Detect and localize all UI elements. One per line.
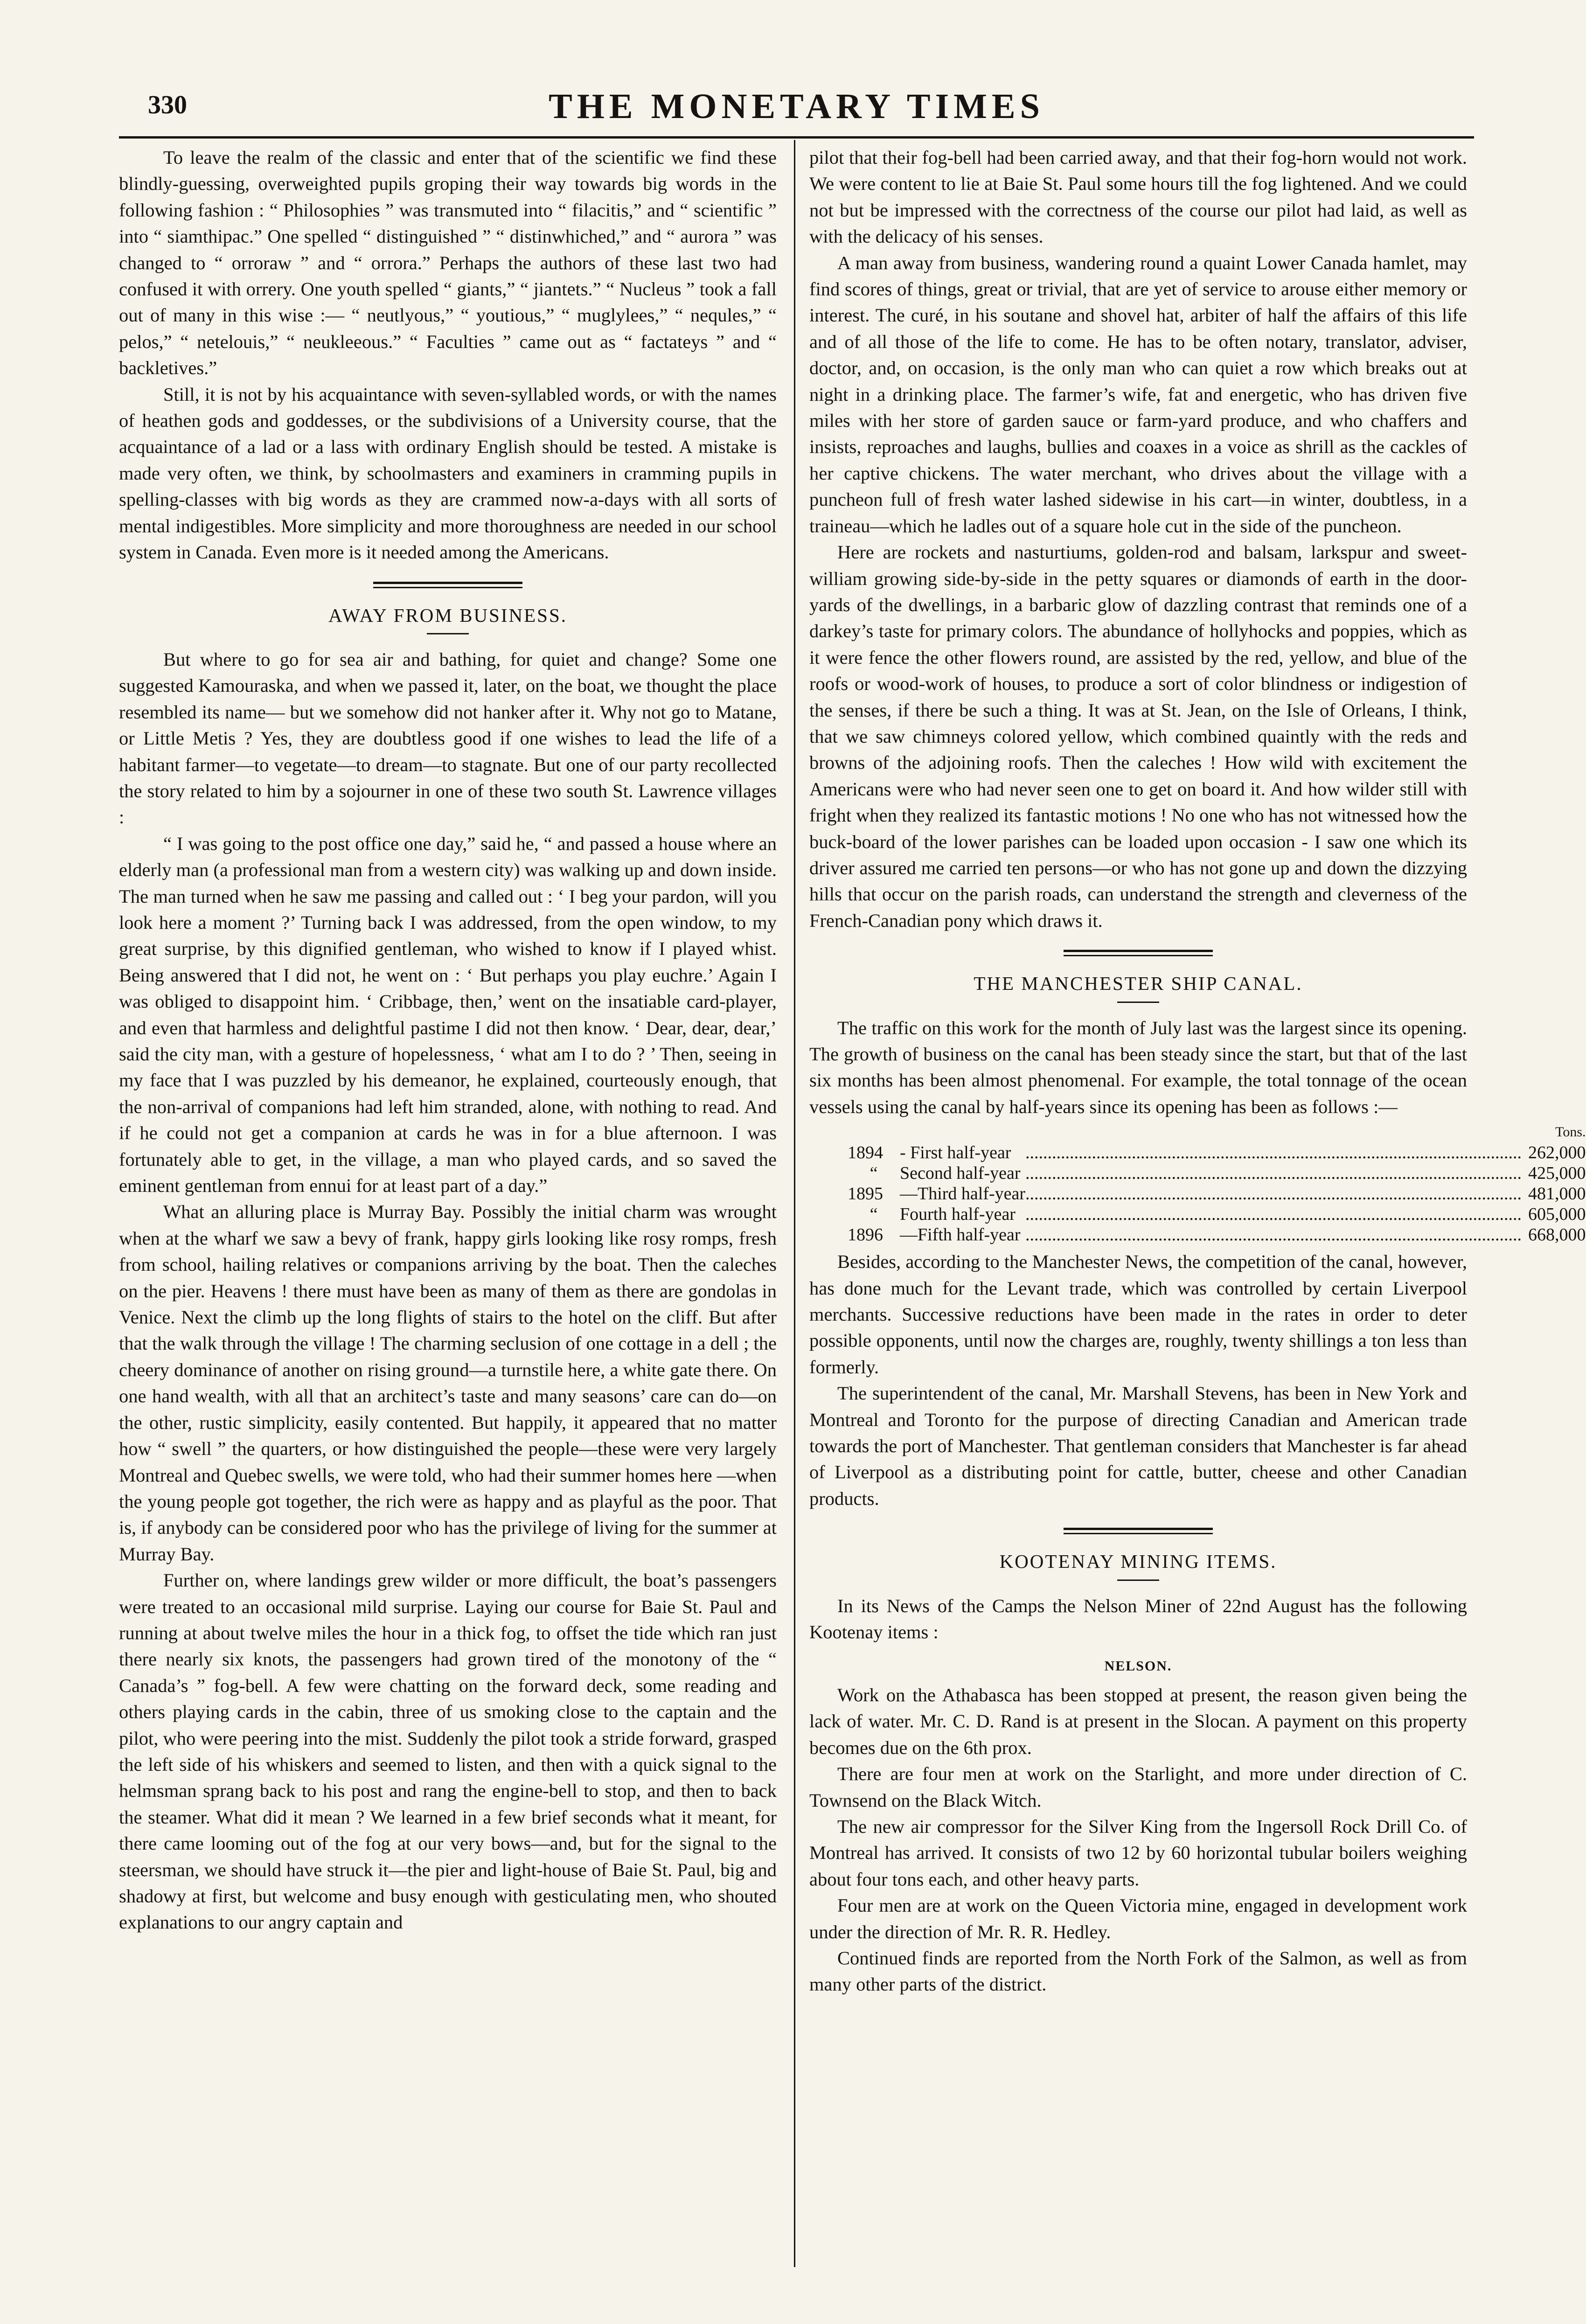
section-separator [1064, 950, 1213, 956]
row-year: 1894 [848, 1143, 883, 1163]
row-period: —Third half-year [900, 1184, 1026, 1204]
article-paragraph: The superintendent of the canal, Mr. Marshall Stevens, has been in New York and Montreal and Toronto for the purpose of directing Canadian and American trade towards the port of Manchester. That gentleman considers that Manchester is far ahead of Liverpool as a distributing point for cattle, butter, cheese and other Canadian products. [809, 1383, 1467, 1509]
page-header [119, 82, 1474, 133]
row-tons: 481,000 [1528, 1184, 1586, 1204]
tonnage-table [848, 1122, 1586, 1245]
row-period: - First half-year [900, 1143, 1011, 1163]
row-year: 1895 [848, 1184, 883, 1204]
article-paragraph: Besides, according to the Manchester News, the competition of the canal, however, has done much for the Levant trade, which was controlled by certain Liverpool merchants. Successive reductions have been made in the rates in order to deter possible opponents, until now the charges are, roughly, twenty shillings a ton less than formerly. [809, 1251, 1467, 1378]
article-paragraph: But where to go for sea air and bathing, for quiet and change? Some one suggested Kamouraska, and when we passed it, later, on the boat, we thought the place resembled its name— but we somehow did not hanker after it. Why not go to Matane, or Little Metis ? Yes, they are doubtless good if one wishes to lead the life of a habitant farmer—to vegetate—to dream—to stagnate. But one of our party recollected the story related to him by a sojourner in one of these two south St. Lawrence villages : [119, 648, 777, 828]
article-paragraph: The new air compressor for the Silver King from the Ingersoll Rock Drill Co. of Montreal has arrived. It consists of two 12 by 60 horizontal tubular boilers weighing about four tons each, and other heavy parts. [809, 1816, 1467, 1890]
row-tons: 262,000 [1528, 1143, 1586, 1163]
table-row: 1894 - First half-year ................................................................................................................ 262,000 [848, 1143, 1586, 1163]
tonnage-unit-header: Tons. [1555, 1124, 1586, 1140]
article-heading-manchester: THE MANCHESTER SHIP CANAL. [974, 973, 1303, 995]
spelling-paragraph: Still, it is not by his acquaintance with seven-syllabled words, or with the names of heathen gods and goddesses, or the subdivisions of a University course, that the acquaintance of a lad or a lass with ordinary English should be tested. A mistake is made very often, we think, by schoolmasters and examiners in cramming pupils in spelling-classes with big words as they are crammed now-a-days with all sorts of mental indigestibles. More simplicity and more thoroughness are needed in our school system in Canada. Even more is it needed among the Americans. [119, 383, 777, 563]
masthead-title: THE MONETARY TIMES [549, 87, 1044, 126]
article-paragraph: In its News of the Camps the Nelson Miner of 22nd August has the following Kootenay items : [809, 1595, 1467, 1643]
article-paragraph: Continued finds are reported from the North Fork of the Salmon, as well as from many other parts of the district. [809, 1947, 1467, 1995]
section-separator [1064, 1528, 1213, 1534]
article-paragraph: Here are rockets and nasturtiums, golden-rod and balsam, larkspur and sweet-william growing side-by-side in the petty squares or diamonds of earth in the door-yards of the dwellings, in a barbaric glow of dazzling contrast that reminds one of a darkey’s taste for primary colors. The abundance of hollyhocks and poppies, which as it were fence the other flowers round, are assisted by the red, yellow, and blue of the roofs or wood-work of houses, to produce a sort of color blindness or indigestion of the senses, if there be such a thing. It was at St. Jean, on the Isle of Orleans, I think, that we saw chimneys colored yellow, which combined quaintly with the reds and browns of the adjoining roofs. Then the caleches ! How wild with excitement the Americans were who had never seen one to get on board it. And how wilder still with fright when they realized its fantastic motions ! No one who has not witnessed how the buck-board of the lower parishes can be loaded upon occasion - I saw one which its driver assured me carried ten persons—or who has not gone up and down the dizzying hills that occur on the parish roads, can understand the strength and cleverness of the French-Canadian pony which draws it. [809, 542, 1467, 931]
article-heading-away-from-business: AWAY FROM BUSINESS. [328, 604, 568, 626]
spelling-paragraph: To leave the realm of the classic and enter that of the scientific we find these blindly-guessing, overweighted pupils groping their way towards big words in the following fashion : “ Philosophies ” was transmuted into “ filacitis,” and “ scientific ” into “ siamthipac.” One spelled “ distinguished ” “ distinwhiched,” and “ aurora ” was changed to “ orroraw ” and “ orrora.” Perhaps the authors of these last two had confused it with orrery. One youth spelled “ giants,” “ jiantets.” “ Nucleus ” took a fall out of many in this wise :— “ neutlyous,” “ youtious,” “ muglylees,” “ nequles,” “ pelos,” “ netelouis,” “ neukleeous.” “ Faculties ” came out as “ factateys ” and “ backletives.” [119, 147, 777, 379]
article-paragraph: Work on the Athabasca has been stopped at present, the reason given being the lack of water. Mr. C. D. Rand is at present in the Slocan. A payment on this property becomes due on the 6th prox. [809, 1684, 1467, 1758]
row-year: 1896 [848, 1225, 883, 1245]
row-tons: 668,000 [1528, 1225, 1586, 1245]
row-tons: 605,000 [1528, 1204, 1586, 1225]
right-column [809, 145, 1586, 1998]
row-tons: 425,000 [1528, 1163, 1586, 1183]
heading-dash [1117, 1002, 1159, 1003]
column-divider [794, 140, 795, 2267]
article-paragraph: The traffic on this work for the month of July last was the largest since its opening. The growth of business on the canal has been steady since the start, but that of the last six months has been almost phenomenal. For example, the total tonnage of the ocean vessels using the canal by half-years since its opening has been as follows :— [809, 1017, 1467, 1117]
article-paragraph: “ I was going to the post office one day,” said he, “ and passed a house where an elderly man (a professional man from a western city) was walking up and down inside. The man turned when he saw me passing and called out : ‘ I beg your pardon, will you look here a moment ?’ Turning back I was addressed, from the open window, to my great surprise, by this dignified gentleman, who wished to know if I played whist. Being answered that I did not, he went on : ‘ But perhaps you play euchre.’ Again I was obliged to disappoint him. ‘ Cribbage, then,’ went on the insatiable card-player, and even that harmless and delightful pastime I did not then know. ‘ Dear, dear, dear,’ said the city man, with a gesture of hopelessness, ‘ what am I to do ? ’ Then, seeing in my face that I was puzzled by his demeanor, he explained, courteously enough, that the non-arrival of companions had left him stranded, alone, with nothing to read. And if he could not get a companion at cards he was in for a blue afternoon. I was fortunately able to get, in the village, a man who played cards, and so saved the eminent gentleman from ennui for at least part of a day.” [119, 833, 777, 1197]
article-paragraph: Further on, where landings grew wilder or more difficult, the boat’s passengers were treated to an occasional mild surprise. Laying our course for Baie St. Paul and running at about twelve miles the hour in a thick fog, to offset the tide which ran just there nearly six knots, the passengers had grown tired of the monotony of the “ Canada’s ” fog-bell. A few were chatting on the forward deck, some reading and others playing cards in the cabin, three of us smoking close to the captain and the pilot, who were peering into the mist. Suddenly the pilot took a stride forward, grasped the left side of his whiskers and seemed to listen, and then with a quick signal to the helmsman sprang back to his post and rang the engine-bell to stop, and then to back the steamer. What did it mean ? We learned in a few brief seconds what it meant, for there came looming out of the fog at our very bows—and, but for the signal to the steersman, we should have struck it—the pier and light-house of Baie St. Paul, big and shadowy at first, but welcome and busy enough with gesticulating men, who shouted explanations to our angry captain and [119, 1570, 777, 1933]
row-year: “ [870, 1204, 878, 1225]
row-period: —Fifth half-year [900, 1225, 1021, 1245]
row-period: Fourth half-year [900, 1204, 1016, 1225]
row-period: Second half-year [900, 1163, 1021, 1183]
header-rule [119, 136, 1474, 139]
article-paragraph: Four men are at work on the Queen Victoria mine, engaged in development work under the direction of Mr. R. R. Hedley. [809, 1895, 1467, 1942]
article-paragraph: A man away from business, wandering round a quaint Lower Canada hamlet, may find scores of things, great or trivial, that are yet of service to arouse either memory or interest. The curé, in his soutane and shovel hat, arbiter of half the affairs of this life and of all those of the life to come. He has to be often notary, translator, adviser, doctor, and, on occasion, is the only man who can quiet a row which breaks out at night in a drinking place. The farmer’s wife, fat and energetic, who has driven five miles with her store of garden sauce or farm-yard produce, and who chaffers and insists, reproaches and laughs, bullies and coaxes in a voice as shrill as the cackles of her captive chickens. The water merchant, who drives about the village with a puncheon full of fresh water lashed sidewise in his cart—in winter, doubtless, in a traineau—which he ladles out of a square hole cut in the side of the puncheon. [809, 252, 1467, 536]
row-year: “ [870, 1163, 878, 1183]
article-paragraph: What an alluring place is Murray Bay. Possibly the initial charm was wrought when at the wharf we saw a bevy of frank, happy girls looking like rosy romps, fresh from school, hailing relatives or companions arriving by the boat. Then the caleches on the pier. Heavens ! there must have been as many of them as there are gondolas in Venice. Next the climb up the long flights of stairs to the hotel on the cliff. But after that the walk through the village ! The charming seclusion of one cottage in a dell ; the cheery dominance of another on rising ground—a turnstile here, a white gate there. On one hand wealth, with all that an architect’s taste and many seasons’ care can do—on the other, rustic simplicity, easily contented. But happily, it appeared that no matter how “ swell ” the quarters, or how distinguished the people—these were very largely Montreal and Quebec swells, we were told, who had their summer homes here —when the young people got together, the rich were as happy and as playful as the poor. That is, if anybody can be considered poor who has the privilege of living for the summer at Murray Bay. [119, 1201, 777, 1565]
heading-dash [1117, 1579, 1159, 1581]
section-separator [373, 582, 522, 588]
table-row: 1895 —Third half-year ................................................................................................................ 481,000 [848, 1184, 1586, 1204]
article-paragraph-continued: pilot that their fog-bell had been carried away, and that their fog-horn would not work. We were content to lie at Baie St. Paul some hours till the fog lightened. And we could not but be impressed with the correctness of the course our pilot had laid, as well as with the delicacy of his senses. [809, 147, 1467, 247]
table-row: 1896 —Fifth half-year ................................................................................................................ 668,000 [848, 1225, 1586, 1245]
table-row: “ Fourth half-year ................................................................................................................ 605,000 [848, 1204, 1586, 1225]
heading-dash [427, 633, 469, 634]
left-column [119, 145, 777, 1936]
table-row: “ Second half-year ................................................................................................................ 425,000 [848, 1163, 1586, 1183]
article-heading-kootenay: KOOTENAY MINING ITEMS. [999, 1551, 1277, 1573]
article-paragraph: There are four men at work on the Starlight, and more under direction of C. Townsend on the Black Witch. [809, 1763, 1467, 1811]
subheading-nelson: NELSON. [1104, 1658, 1172, 1674]
page-number: 330 [148, 90, 187, 119]
